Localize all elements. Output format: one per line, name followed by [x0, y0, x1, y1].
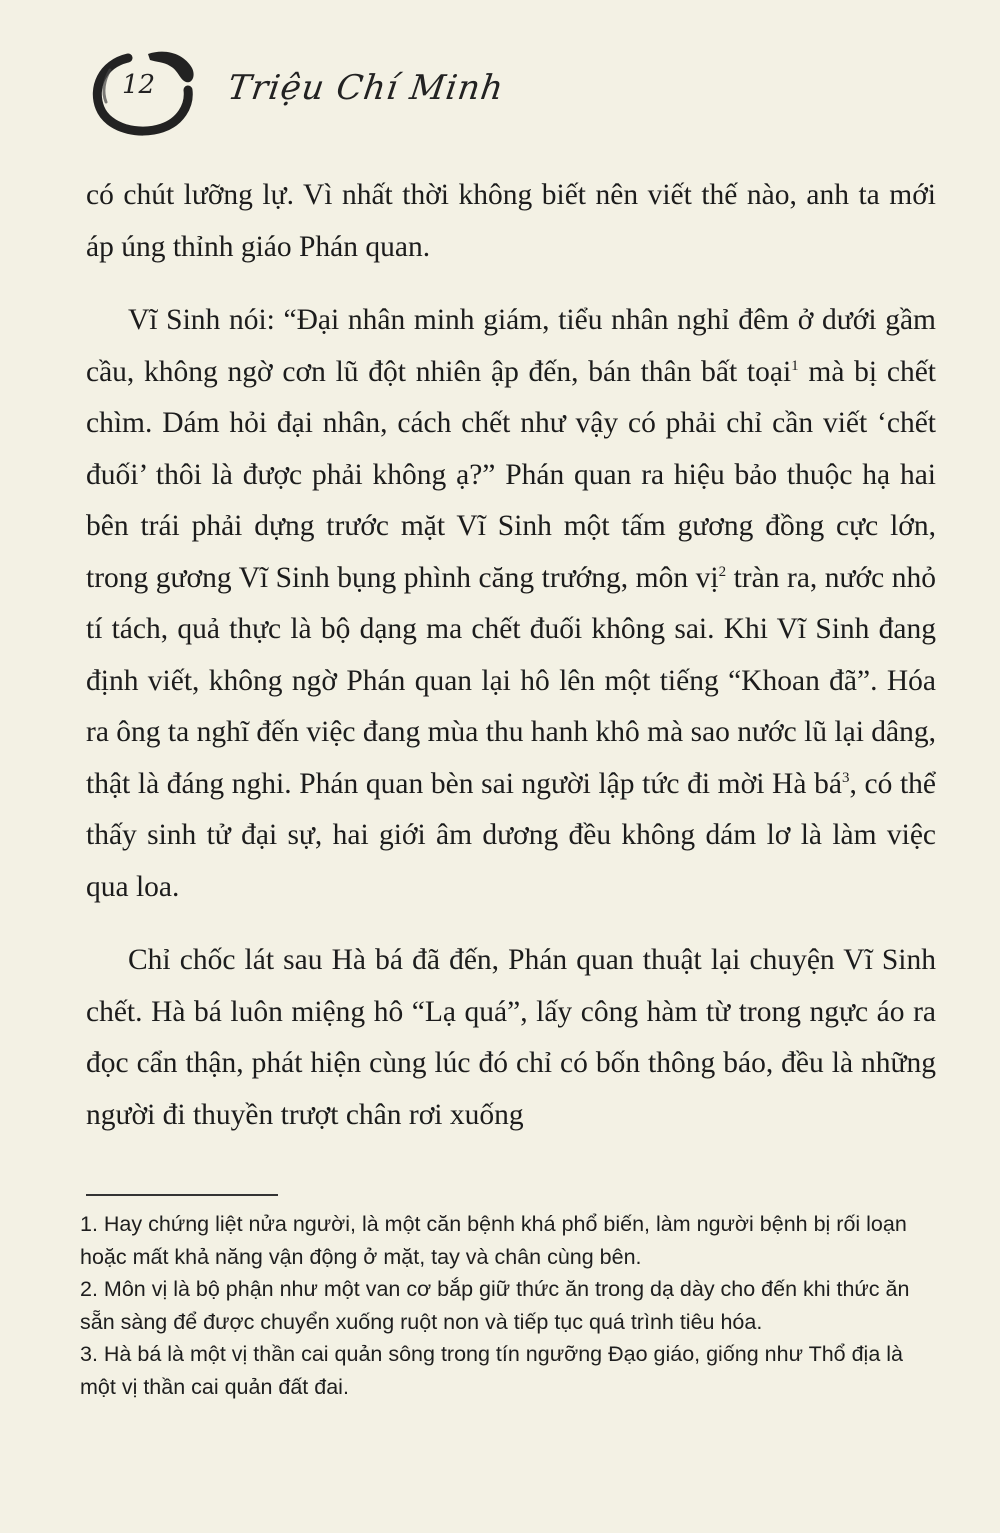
paragraph-text: Chỉ chốc lát sau Hà bá đã đến, Phán quan thuật lại chuyện Vĩ Sinh chết. Hà bá luôn miệng hô “Lạ quá”, lấy công hàm từ trong ngực áo ra đọc cẩn thận, phát hiện cùng lúc đó chỉ có bốn thông báo, đều là những người đi thuyền trượt chân rơi xuống — [86, 944, 936, 1131]
page-number: 12 — [122, 70, 156, 100]
body-text — [86, 170, 936, 1141]
paragraph-text: Vĩ Sinh nói: “Đại nhân minh giám, tiểu nhân nghỉ đêm ở dưới gầm cầu, không ngờ cơn lũ đột nhiên ập đến, bán thân bất toại — [86, 304, 936, 388]
footnote-ref: 2 — [718, 563, 727, 580]
paragraph-text: có chút lưỡng lự. Vì nhất thời không biết nên viết thế nào, anh ta mới áp úng thỉnh giáo Phán quan. — [86, 179, 936, 263]
footnote-separator — [86, 1194, 278, 1196]
paragraph-text: tràn ra, nước nhỏ tí tách, quả thực là bộ dạng ma chết đuối không sai. Khi Vĩ Sinh đang định viết, không ngờ Phán quan lại hô lên một tiếng “Khoan đã”. Hóa ra ông ta nghĩ đến việc đang mùa thu hanh khô mà sao nước lũ lại dâng, thật là đáng nghi. Phán quan bèn sai người lập tức đi mời Hà bá — [86, 561, 936, 800]
footnote-ref: 1 — [791, 357, 799, 374]
page-header — [88, 40, 588, 140]
footnote: 1. Hay chứng liệt nửa người, là một căn bệnh khá phổ biến, làm người bệnh bị rối loạn hoặc mất khả năng vận động ở mặt, tay và chân cùng bên. — [80, 1212, 907, 1269]
paragraph — [86, 170, 936, 273]
paragraph — [86, 295, 936, 913]
running-title: Triệu Chí Minh — [225, 68, 507, 108]
footnote-ref: 3 — [841, 769, 850, 786]
footnote: 3. Hà bá là một vị thần cai quản sông trong tín ngưỡng Đạo giáo, giống như Thổ địa là một vị thần cai quản đất đai. — [80, 1342, 903, 1399]
footnote: 2. Môn vị là bộ phận như một van cơ bắp giữ thức ăn trong dạ dày cho đến khi thức ăn sẵn sàng để được chuyển xuống ruột non và tiếp tục quá trình tiêu hóa. — [80, 1277, 910, 1334]
paragraph-text: , có thể thấy sinh tử đại sự, hai giới âm dương đều không dám lơ là làm việc qua loa. — [86, 767, 936, 903]
paragraph — [86, 935, 936, 1141]
paragraph-text: mà bị chết chìm. Dám hỏi đại nhân, cách chết như vậy có phải chỉ cần viết ‘chết đuối’ thôi là được phải không ạ?” Phán quan ra hiệu bảo thuộc hạ hai bên trái phải dựng trước mặt Vĩ Sinh một tấm gương đồng cực lớn, trong gương Vĩ Sinh bụng phình căng trướng, môn vị — [86, 355, 936, 594]
footnotes — [80, 1208, 940, 1403]
